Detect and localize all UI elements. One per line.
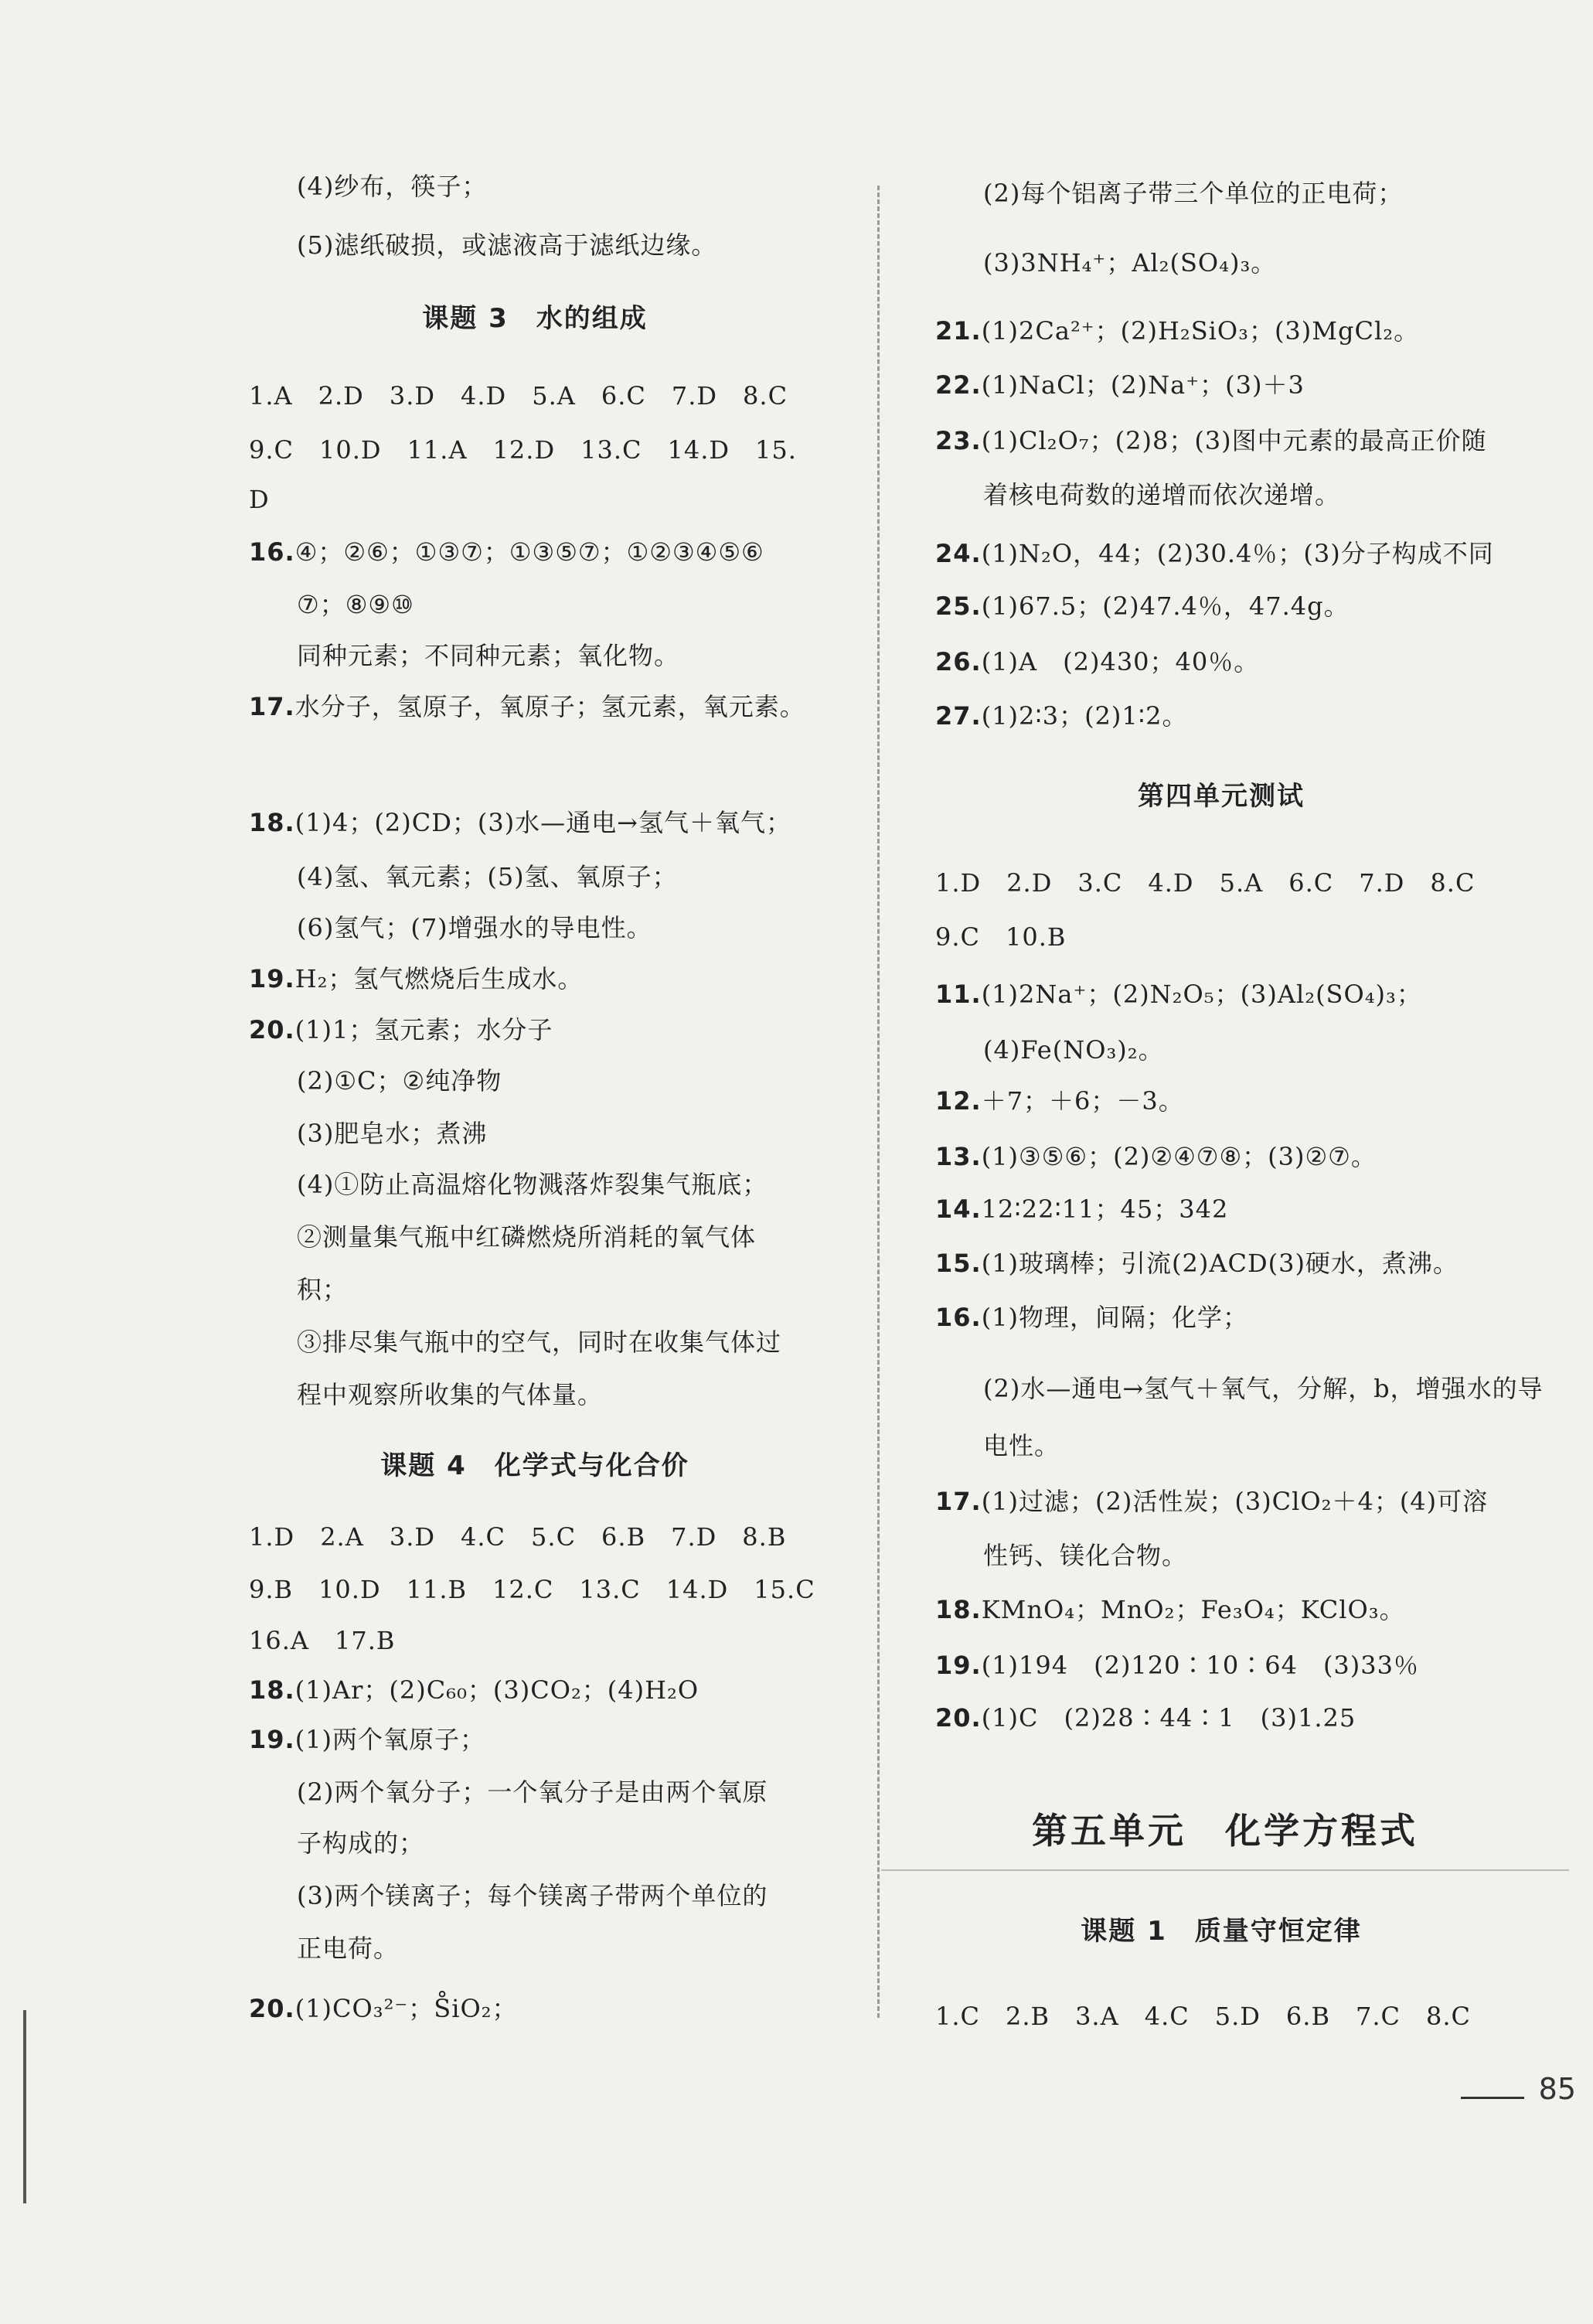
answer-line xyxy=(983,1373,1544,1404)
answer-text: (1)Cl₂O₇；(2)8；(3)图中元素的最高正价随 xyxy=(981,426,1487,455)
answer-text: KMnO₄；MnO₂；Fe₃O₄；KClO₃。 xyxy=(981,1595,1405,1624)
answer-text: (1)A (2)430；40％。 xyxy=(981,647,1260,676)
answer-line xyxy=(249,1993,518,2024)
answer-line xyxy=(297,1327,781,1358)
question-number: 13. xyxy=(935,1142,982,1171)
answer-text: 性钙、镁化合物。 xyxy=(983,1541,1188,1570)
answer-line xyxy=(935,538,1494,569)
answer-text: ④；②⑥；①③⑦；①③⑤⑦；①②③④⑤⑥ xyxy=(294,537,764,567)
answer-text: (1)Ar；(2)C₆₀；(3)CO₂；(4)H₂O xyxy=(294,1675,699,1705)
answer-text: (4)Fe(NO₃)₂。 xyxy=(983,1035,1164,1065)
question-number: 11. xyxy=(935,980,982,1009)
answer-text: (2)两个氧分子；一个氧分子是由两个氧原 xyxy=(297,1777,768,1807)
answer-line xyxy=(297,1065,502,1096)
answer-text: (1)两个氧原子； xyxy=(294,1725,486,1754)
answer-text: (2)①C；②纯净物 xyxy=(297,1066,502,1096)
answer-line xyxy=(297,1222,756,1252)
answer-text: 1.D 2.A 3.D 4.C 5.C 6.B 7.D 8.B xyxy=(249,1522,787,1552)
answer-line xyxy=(935,646,1259,677)
answer-line xyxy=(935,1594,1405,1625)
answer-text: (1)CO₃²⁻；S̊iO₂； xyxy=(294,1994,518,2023)
answer-text: 水分子，氢原子，氧原子；氢元素，氧元素。 xyxy=(294,692,805,721)
answer-text: 9.C 10.B xyxy=(935,922,1067,952)
section-heading: 课题 3 水的组成 xyxy=(422,303,648,334)
answer-line xyxy=(983,1540,1187,1571)
answer-line xyxy=(983,1430,1060,1461)
answer-line xyxy=(249,1625,395,1656)
answer-line xyxy=(983,178,1403,209)
answer-line xyxy=(249,434,797,465)
answer-line xyxy=(297,1828,424,1859)
answer-text: 着核电荷数的递增而依次递增。 xyxy=(983,480,1341,509)
page-number: 85 xyxy=(1538,2072,1576,2106)
answer-text: (1)2Na⁺；(2)N₂O₅；(3)Al₂(SO₄)₃； xyxy=(981,980,1422,1009)
question-number: 23. xyxy=(935,426,982,455)
answer-text: 9.C 10.D 11.A 12.D 13.C 14.D 15. xyxy=(249,435,797,465)
answer-text: (3)3NH₄⁺；Al₂(SO₄)₃。 xyxy=(983,248,1277,278)
answer-line xyxy=(935,425,1487,456)
answer-line xyxy=(935,700,1187,731)
question-number: 16. xyxy=(249,537,295,567)
question-number: 14. xyxy=(935,1194,982,1224)
section-rule xyxy=(881,1869,1569,1871)
answer-text: (4)①防止高温熔化物溅落炸裂集气瓶底； xyxy=(297,1170,768,1199)
answer-line xyxy=(935,1302,1248,1333)
page-number-rule xyxy=(1461,2097,1524,2099)
answer-line xyxy=(297,1118,487,1149)
answer-text: 子构成的； xyxy=(297,1828,425,1858)
answer-text: ②测量集气瓶中红磷燃烧所消耗的氧气体 xyxy=(297,1222,757,1252)
answer-text: (1)N₂O，44；(2)30.4％；(3)分子构成不同 xyxy=(981,539,1494,568)
answer-line xyxy=(249,807,791,838)
question-number: 25. xyxy=(935,591,982,621)
answer-text: (1)物理，间隔；化学； xyxy=(981,1303,1249,1332)
answer-line xyxy=(935,867,1475,898)
answer-line xyxy=(249,1574,815,1605)
answer-line xyxy=(983,1034,1164,1065)
answer-line xyxy=(935,922,1066,952)
answer-text: ＋7；＋6；－3。 xyxy=(981,1086,1184,1116)
question-number: 21. xyxy=(935,316,982,346)
question-number: 20. xyxy=(935,1703,982,1733)
answer-line xyxy=(249,484,270,515)
answer-text: 正电荷。 xyxy=(297,1934,400,1963)
question-number: 16. xyxy=(935,1303,982,1332)
answer-line xyxy=(249,1724,485,1755)
answer-line xyxy=(935,1702,1356,1733)
unit-title: 第五单元 化学方程式 xyxy=(1032,1810,1418,1852)
answer-line xyxy=(297,1379,603,1410)
answer-line xyxy=(935,1085,1184,1116)
answer-text: ⑦；⑧⑨⑩ xyxy=(297,590,414,619)
answer-line xyxy=(935,1248,1459,1279)
answer-text: (2)每个铝离子带三个单位的正电荷； xyxy=(983,179,1404,208)
answer-line xyxy=(935,1141,1377,1172)
answer-text: 积； xyxy=(297,1275,349,1304)
answer-text: (4)氢、氧元素；(5)氢、氧原子； xyxy=(297,862,678,891)
answer-line xyxy=(297,1933,399,1964)
answer-text: D xyxy=(249,485,270,514)
answer-line xyxy=(935,1194,1228,1225)
answer-line xyxy=(935,1650,1419,1681)
answer-text: 1.D 2.D 3.C 4.D 5.A 6.C 7.D 8.C xyxy=(935,868,1476,898)
margin-rule xyxy=(23,2010,26,2203)
answer-line xyxy=(983,479,1340,510)
answer-line xyxy=(935,1486,1488,1517)
question-number: 20. xyxy=(249,1015,295,1044)
answer-text: (1)NaCl；(2)Na⁺；(3)＋3 xyxy=(981,370,1305,400)
answer-line xyxy=(249,537,764,567)
answer-line xyxy=(249,1675,699,1706)
answer-text: 12∶22∶11；45；342 xyxy=(981,1194,1229,1224)
answer-line xyxy=(297,912,652,943)
answer-text: (1)194 (2)120∶10∶64 (3)33％ xyxy=(981,1651,1419,1680)
column-divider xyxy=(877,186,880,2018)
answer-line xyxy=(935,315,1419,346)
answer-line xyxy=(297,1880,768,1911)
answer-line xyxy=(249,1522,786,1552)
answer-line xyxy=(249,963,583,994)
question-number: 17. xyxy=(935,1487,982,1516)
answer-text: (1)67.5；(2)47.4％，47.4g。 xyxy=(981,591,1350,621)
answer-line xyxy=(297,589,414,620)
question-number: 18. xyxy=(935,1595,982,1624)
answer-line xyxy=(297,171,487,202)
answer-text: (1)C (2)28∶44∶1 (3)1.25 xyxy=(981,1703,1356,1733)
answer-line xyxy=(297,640,679,671)
answer-text: (1)1；氢元素；水分子 xyxy=(294,1015,553,1044)
question-number: 15. xyxy=(935,1249,982,1278)
answer-line xyxy=(249,691,805,722)
answer-text: (2)水—通电→氢气＋氧气，分解，b，增强水的导 xyxy=(983,1374,1544,1403)
answer-line xyxy=(297,861,678,892)
question-number: 22. xyxy=(935,370,982,400)
answer-text: 9.B 10.D 11.B 12.C 13.C 14.D 15.C xyxy=(249,1575,815,1604)
answer-line xyxy=(249,380,788,411)
answer-text: (4)纱布，筷子； xyxy=(297,172,488,201)
answer-text: (3)肥皂水；煮沸 xyxy=(297,1119,488,1148)
answer-text: (5)滤纸破损，或滤液高于滤纸边缘。 xyxy=(297,230,717,260)
answer-line xyxy=(983,247,1276,278)
question-number: 19. xyxy=(249,964,295,993)
answer-text: (1)2Ca²⁺；(2)H₂SiO₃；(3)MgCl₂。 xyxy=(981,316,1420,346)
answer-line xyxy=(935,2001,1471,2032)
answer-text: (1)4；(2)CD；(3)水—通电→氢气＋氧气； xyxy=(294,808,791,837)
question-number: 12. xyxy=(935,1086,982,1116)
section-heading: 课题 1 质量守恒定律 xyxy=(1081,1916,1362,1947)
answer-text: ③排尽集气瓶中的空气，同时在收集气体过 xyxy=(297,1327,782,1357)
answer-text: (1)过滤；(2)活性炭；(3)ClO₂＋4；(4)可溶 xyxy=(981,1487,1489,1516)
answer-line xyxy=(297,1169,768,1200)
answer-text: (1)③⑤⑥；(2)②④⑦⑧；(3)②⑦。 xyxy=(981,1142,1377,1171)
answer-text: (6)氢气；(7)增强水的导电性。 xyxy=(297,913,652,942)
answer-text: 电性。 xyxy=(983,1431,1060,1460)
question-number: 19. xyxy=(249,1725,295,1754)
answer-text: 同种元素；不同种元素；氧化物。 xyxy=(297,641,680,670)
answer-text: (3)两个镁离子；每个镁离子带两个单位的 xyxy=(297,1881,768,1910)
answer-text: 程中观察所收集的气体量。 xyxy=(297,1380,604,1409)
answer-text: (1)玻璃棒；引流(2)ACD(3)硬水，煮沸。 xyxy=(981,1249,1459,1278)
question-number: 18. xyxy=(249,1675,295,1705)
answer-line xyxy=(935,591,1350,622)
question-number: 20. xyxy=(249,1994,295,2023)
answer-text: 16.A 17.B xyxy=(249,1626,396,1655)
question-number: 19. xyxy=(935,1651,982,1680)
answer-text: 1.A 2.D 3.D 4.D 5.A 6.C 7.D 8.C xyxy=(249,381,788,411)
answer-text: H₂；氢气燃烧后生成水。 xyxy=(294,964,584,993)
question-number: 26. xyxy=(935,647,982,676)
answer-line xyxy=(935,979,1422,1010)
section-heading: 第四单元测试 xyxy=(1138,781,1305,812)
answer-text: (1)2∶3；(2)1∶2。 xyxy=(981,701,1188,731)
answer-line xyxy=(935,370,1305,400)
section-heading: 课题 4 化学式与化合价 xyxy=(380,1450,689,1481)
answer-line xyxy=(297,230,717,261)
question-number: 27. xyxy=(935,701,982,731)
answer-line xyxy=(297,1777,768,1808)
question-number: 18. xyxy=(249,808,295,837)
question-number: 17. xyxy=(249,692,295,721)
answer-line xyxy=(249,1014,553,1045)
answer-line xyxy=(297,1274,348,1305)
question-number: 24. xyxy=(935,539,982,568)
answer-text: 1.C 2.B 3.A 4.C 5.D 6.B 7.C 8.C xyxy=(935,2002,1471,2031)
